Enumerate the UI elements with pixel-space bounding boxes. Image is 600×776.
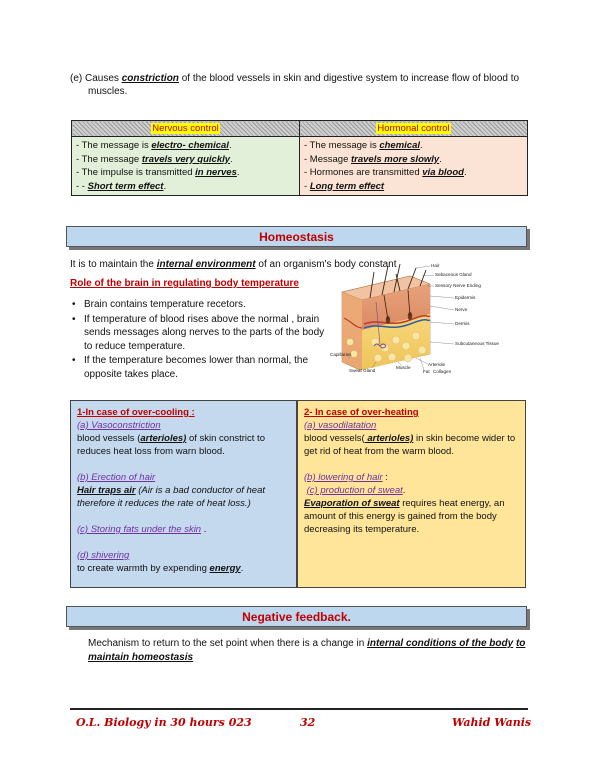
label-sensory-nerve-ending: Sensory Nerve Ending [435,283,481,288]
brain-role-list [70,298,328,382]
over-cooling-box: 1-In case of over-cooling : (a) Vasoconstriction blood vessels (arterioles) of skin constrict to reduces heat loss from warn blood. (b) Erection of hair Hair traps air (Air is a bad conductor of heat therefore it reduces the rate of heat loss.) (c) Storing fats under the skin . (d) shivering to create warmth by expending energy. [70,400,297,588]
label-arteriole: Arteriole [428,362,446,367]
label-nerve: Nerve [455,307,468,312]
table-row: - The message is electro- chemical. [76,140,232,151]
over-cooling-title: 1-In case of over-cooling : [77,407,195,418]
homeostasis-title: Homeostasis [259,229,334,244]
homeostasis-definition: It is to maintain the internal environment of an organism's body constant [70,259,397,270]
intro-paragraph: (e) Causes constriction of the blood vessels in skin and digestive system to increase flow of blood to muscles. [70,73,520,97]
nervous-header: Nervous control [72,121,300,137]
over-heating-box: 2- In case of over-heating (a) vasodilatation blood vessels( arterioles) in skin become wider to get rid of heat from the warm blood. (b) lowering of hair : (c) production of sweat. Evaporation of sweat requires heat energy, an amount of this energy is gained from the body decreasing its temperature. [297,400,526,588]
list-item: • If temperature of blood rises above the normal , brain sends messages along nerves to the parts of the body to reduce temperature. [70,313,328,354]
table-row: - The message travels very quickly. [76,153,233,165]
label-sebaceous-gland: Sebaceous Gland [435,272,472,277]
role-of-brain-heading: Role of the brain in regulating body temperature [70,278,299,289]
skin-cross-section-diagram [330,262,520,380]
list-item: • If the temperature becomes lower than normal, the opposite takes place. [70,354,328,381]
table-row: - Message travels more slowly. [304,153,442,165]
over-heating-title: 2- In case of over-heating [304,407,419,418]
label-sweat-gland: Sweat Gland [349,368,376,373]
label-muscle: Muscle [396,365,411,370]
nervous-column [72,137,300,196]
table-row: - The message is chemical. [304,140,423,151]
label-capillaries: Capillaries [330,352,352,357]
footer-divider [70,708,528,710]
footer-book-title: O.L. Biology in 30 hours 023 [76,716,252,729]
intro-term: constriction [121,73,179,84]
negative-feedback-title: Negative feedback. [242,609,351,624]
label-collagen: Collagen [433,369,452,374]
label-hair: Hair [431,263,440,268]
negative-feedback-banner [66,606,527,627]
table-row: - - Short term effect. [76,180,167,192]
footer-author: Wahid Wanis [452,716,532,729]
label-fat: Fat [423,369,430,374]
table-row: - The impulse is transmitted in nerves. [76,167,240,178]
hormonal-column [300,137,528,196]
label-epidermis: Epidermis [455,295,476,300]
homeostasis-banner [66,226,527,247]
list-item: • Brain contains temperature recetors. [70,298,328,312]
negative-feedback-definition: Mechanism to return to the set point when there is a change in internal conditions of the body to maintain homeostasis [88,638,526,663]
label-dermis: Dermis [455,321,470,326]
comparison-table [71,120,528,196]
label-subcutaneous-tissue: Subcutaneous Tissue [455,341,499,346]
hormonal-header: Hormonal control [300,121,528,137]
page-number: 32 [300,716,316,729]
table-row: - Long term effect [304,180,385,192]
table-row: - Hormones are transmitted via blood. [304,167,467,178]
